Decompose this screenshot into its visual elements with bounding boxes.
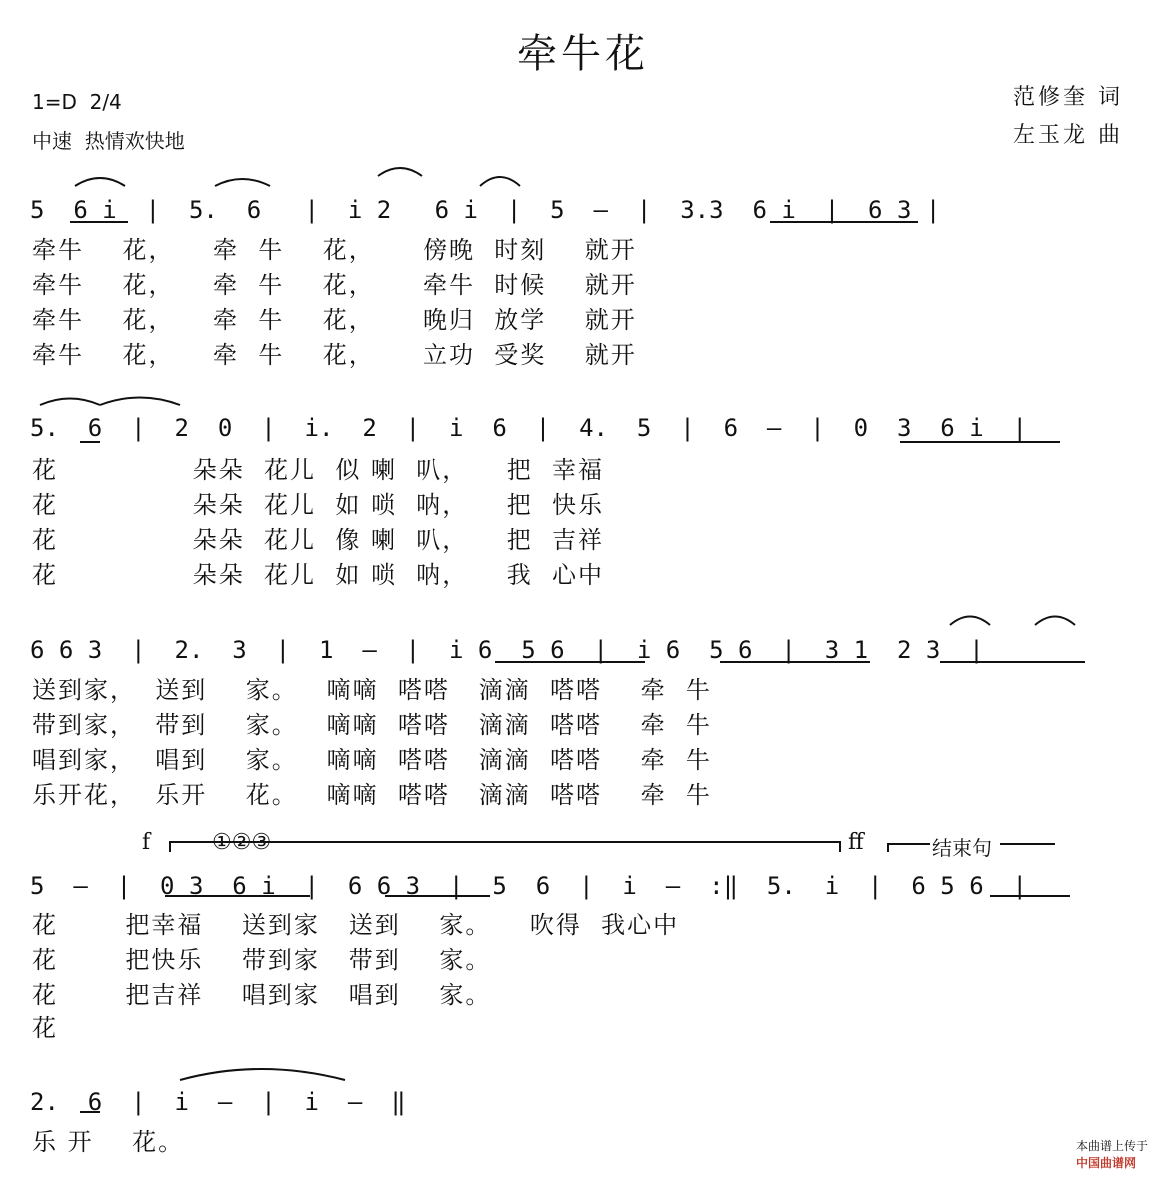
slur-mark <box>180 1069 345 1080</box>
lyric-verse-3: 唱到家， 唱到 家。 嘀嘀 嗒嗒 滴滴 嗒嗒 牵 牛 <box>32 746 712 774</box>
lyric-verse-2: 花 朵朵 花儿 如 唢 呐， 把 快乐 <box>32 491 604 519</box>
lyric-verse-1: 花 把幸福 送到家 送到 家。 吹得 我心中 <box>32 911 680 939</box>
slur-mark <box>75 178 125 186</box>
lyric-verse-2: 花 把快乐 带到家 带到 家。 <box>32 946 492 974</box>
lyric-verse-3: 牵牛 花， 牵 牛 花， 晚归 放学 就开 <box>32 306 637 334</box>
notation-line: 5 – | 0 3 6 i | 6 6 3 | 5 6 | i – :‖ 5. i | 6 5 6 | <box>30 872 1027 900</box>
key-signature: 1=D 2/4 <box>32 90 122 114</box>
ending-label: 结束句 <box>932 836 992 860</box>
footer-prefix: 本曲谱上传于 <box>1075 1139 1148 1153</box>
lyricist-credit: 范修奎 词 <box>1013 85 1123 110</box>
slur-mark <box>378 168 422 176</box>
footer-credit <box>1068 1123 1148 1171</box>
lyric-verse-4: 花 朵朵 花儿 如 唢 呐， 我 心中 <box>32 561 604 589</box>
slur-mark <box>950 617 990 626</box>
slur-mark <box>100 398 180 406</box>
lyric-verse-4: 牵牛 花， 牵 牛 花， 立功 受奖 就开 <box>32 341 637 369</box>
volta-bracket <box>888 844 930 852</box>
slur-mark <box>215 179 270 186</box>
notation-line: 5 6 i | 5. 6 | i 2 6 i | 5 – | 3.3 6 i | 6 3 | <box>30 196 941 224</box>
slur-mark <box>40 399 100 406</box>
lyric-verse-1: 乐 开 花。 <box>32 1128 185 1156</box>
composer-credit: 左玉龙 曲 <box>1013 123 1123 148</box>
dynamic-forte: f <box>142 830 151 855</box>
notation-line: 2. 6 | i – | i – ‖ <box>30 1088 406 1116</box>
lyric-verse-1: 送到家， 送到 家。 嘀嘀 嗒嗒 滴滴 嗒嗒 牵 牛 <box>32 676 712 704</box>
lyric-verse-4: 乐开花， 乐开 花。 嘀嘀 嗒嗒 滴滴 嗒嗒 牵 牛 <box>32 781 712 809</box>
slur-mark <box>1035 617 1075 626</box>
notation-line: 5. 6 | 2 0 | i. 2 | i 6 | 4. 5 | 6 – | 0 3 6 i | <box>30 414 1027 442</box>
lyric-verse-1: 花 朵朵 花儿 似 喇 叭， 把 幸福 <box>32 456 604 484</box>
notation-line: 6 6 3 | 2. 3 | 1 – | i 6 5 6 | i 6 5 6 | 3 1 2 3 | <box>30 636 984 664</box>
lyric-verse-4: 花 <box>32 1014 58 1042</box>
lyric-verse-1: 牵牛 花， 牵 牛 花， 傍晚 时刻 就开 <box>32 236 637 264</box>
tempo-marking: 中速 热情欢快地 <box>32 129 185 153</box>
lyric-verse-3: 花 朵朵 花儿 像 喇 叭， 把 吉祥 <box>32 526 604 554</box>
lyric-verse-3: 花 把吉祥 唱到家 唱到 家。 <box>32 981 492 1009</box>
page-title: 牵牛花 <box>517 31 649 77</box>
site-logo[interactable]: 中国曲谱网 <box>1075 1156 1136 1170</box>
slur-mark <box>480 177 520 186</box>
dynamic-fortissimo: ff <box>848 830 864 855</box>
lyric-verse-2: 牵牛 花， 牵 牛 花， 牵牛 时候 就开 <box>32 271 637 299</box>
lyric-verse-2: 带到家， 带到 家。 嘀嘀 嗒嗒 滴滴 嗒嗒 牵 牛 <box>32 711 712 739</box>
volta-numbers: ①②③ <box>212 830 272 855</box>
